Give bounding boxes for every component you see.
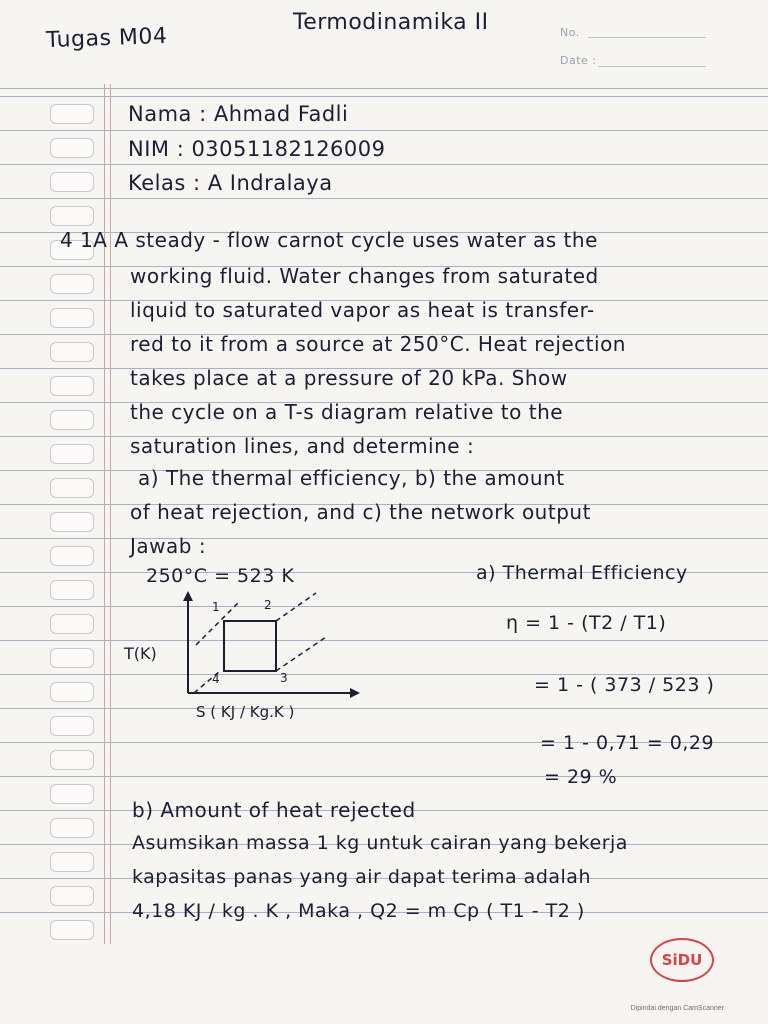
x-axis-label: S ( KJ / Kg.K ) [196, 703, 295, 721]
y-axis-arrow [183, 591, 193, 601]
ruled-line [0, 776, 768, 777]
binder-hole [50, 648, 94, 668]
header-no-label: No. [560, 26, 580, 39]
ruled-line [0, 130, 768, 131]
ruled-line [0, 606, 768, 607]
carnot-cycle [224, 621, 276, 671]
point-3: 3 [280, 671, 288, 685]
ts-diagram [120, 585, 370, 725]
ruled-line [0, 164, 768, 165]
part-a-title: a) Thermal Efficiency [476, 562, 688, 584]
binder-hole [50, 716, 94, 736]
binder-hole [50, 342, 94, 362]
problem-line-2: working fluid. Water changes from saturated [130, 264, 599, 288]
point-4: 4 [212, 672, 220, 686]
efficiency-eq-2: = 1 - ( 373 / 523 ) [534, 674, 715, 696]
identity-nim: NIM : 03051182126009 [128, 137, 386, 161]
no-underline [588, 37, 706, 38]
efficiency-eq-1: η = 1 - (T2 / T1) [506, 612, 667, 634]
binder-hole [50, 206, 94, 226]
binder-hole [50, 852, 94, 872]
answer-label: Jawab : [130, 534, 207, 558]
ruled-line [0, 538, 768, 539]
y-axis-label: T(K) [124, 644, 157, 663]
part-b-line-3: 4,18 KJ / kg . K , Maka , Q2 = m Cp ( T1 - T2 ) [132, 900, 585, 922]
part-b-line-1: Asumsikan massa 1 kg untuk cairan yang bekerja [132, 832, 628, 854]
sidu-stamp: SiDU [650, 938, 714, 982]
identity-kelas: Kelas : A Indralaya [128, 171, 333, 195]
binder-hole [50, 274, 94, 294]
date-underline [598, 66, 706, 67]
binder-hole [50, 818, 94, 838]
binder-hole [50, 920, 94, 940]
ruled-line [0, 96, 768, 97]
problem-line-7: saturation lines, and determine : [130, 434, 475, 458]
ruled-line [0, 708, 768, 709]
binder-hole [50, 784, 94, 804]
binder-hole [50, 546, 94, 566]
saturated-vapor-line-upper [276, 593, 316, 621]
efficiency-eq-4: = 29 % [544, 766, 618, 788]
binder-hole [50, 682, 94, 702]
binder-hole [50, 444, 94, 464]
binder-hole [50, 308, 94, 328]
scan-note: Dipindai dengan CamScanner [630, 1005, 724, 1012]
problem-line-1: 4 1A A steady - flow carnot cycle uses water as the [60, 228, 598, 252]
binder-hole [50, 580, 94, 600]
header-date-label: Date : [560, 54, 597, 67]
part-b-line-2: kapasitas panas yang air dapat terima adalah [132, 866, 591, 888]
header-assignment: Tugas M04 [45, 23, 168, 54]
problem-line-3: liquid to saturated vapor as heat is transfer- [130, 298, 595, 322]
efficiency-eq-3: = 1 - 0,71 = 0,29 [540, 732, 715, 754]
problem-line-6: the cycle on a T-s diagram relative to the [130, 400, 564, 424]
binder-hole [50, 886, 94, 906]
binder-hole [50, 750, 94, 770]
margin-line-left [104, 84, 105, 944]
temp-conversion: 250°C = 523 K [146, 565, 295, 587]
ruled-line [0, 198, 768, 199]
binder-hole [50, 478, 94, 498]
binder-hole [50, 138, 94, 158]
part-b-title: b) Amount of heat rejected [132, 798, 416, 822]
problem-line-8: a) The thermal efficiency, b) the amount [138, 466, 565, 490]
saturated-vapor-line-lower [276, 637, 326, 671]
point-1: 1 [212, 600, 220, 614]
binder-hole [50, 512, 94, 532]
binder-hole [50, 376, 94, 396]
binder-hole [50, 172, 94, 192]
binder-hole [50, 614, 94, 634]
binder-hole [50, 410, 94, 430]
point-2: 2 [264, 598, 272, 612]
x-axis-arrow [350, 688, 360, 698]
problem-line-4: red to it from a source at 250°C. Heat rejection [130, 332, 626, 356]
identity-nama: Nama : Ahmad Fadli [128, 102, 349, 126]
ruled-line [0, 640, 768, 641]
margin-line-left-2 [110, 84, 111, 944]
problem-line-5: takes place at a pressure of 20 kPa. Show [130, 366, 568, 390]
header-course: Termodinamika II [293, 10, 489, 35]
ruled-line [0, 88, 768, 89]
problem-line-9: of heat rejection, and c) the network output [130, 500, 591, 524]
binder-hole [50, 104, 94, 124]
